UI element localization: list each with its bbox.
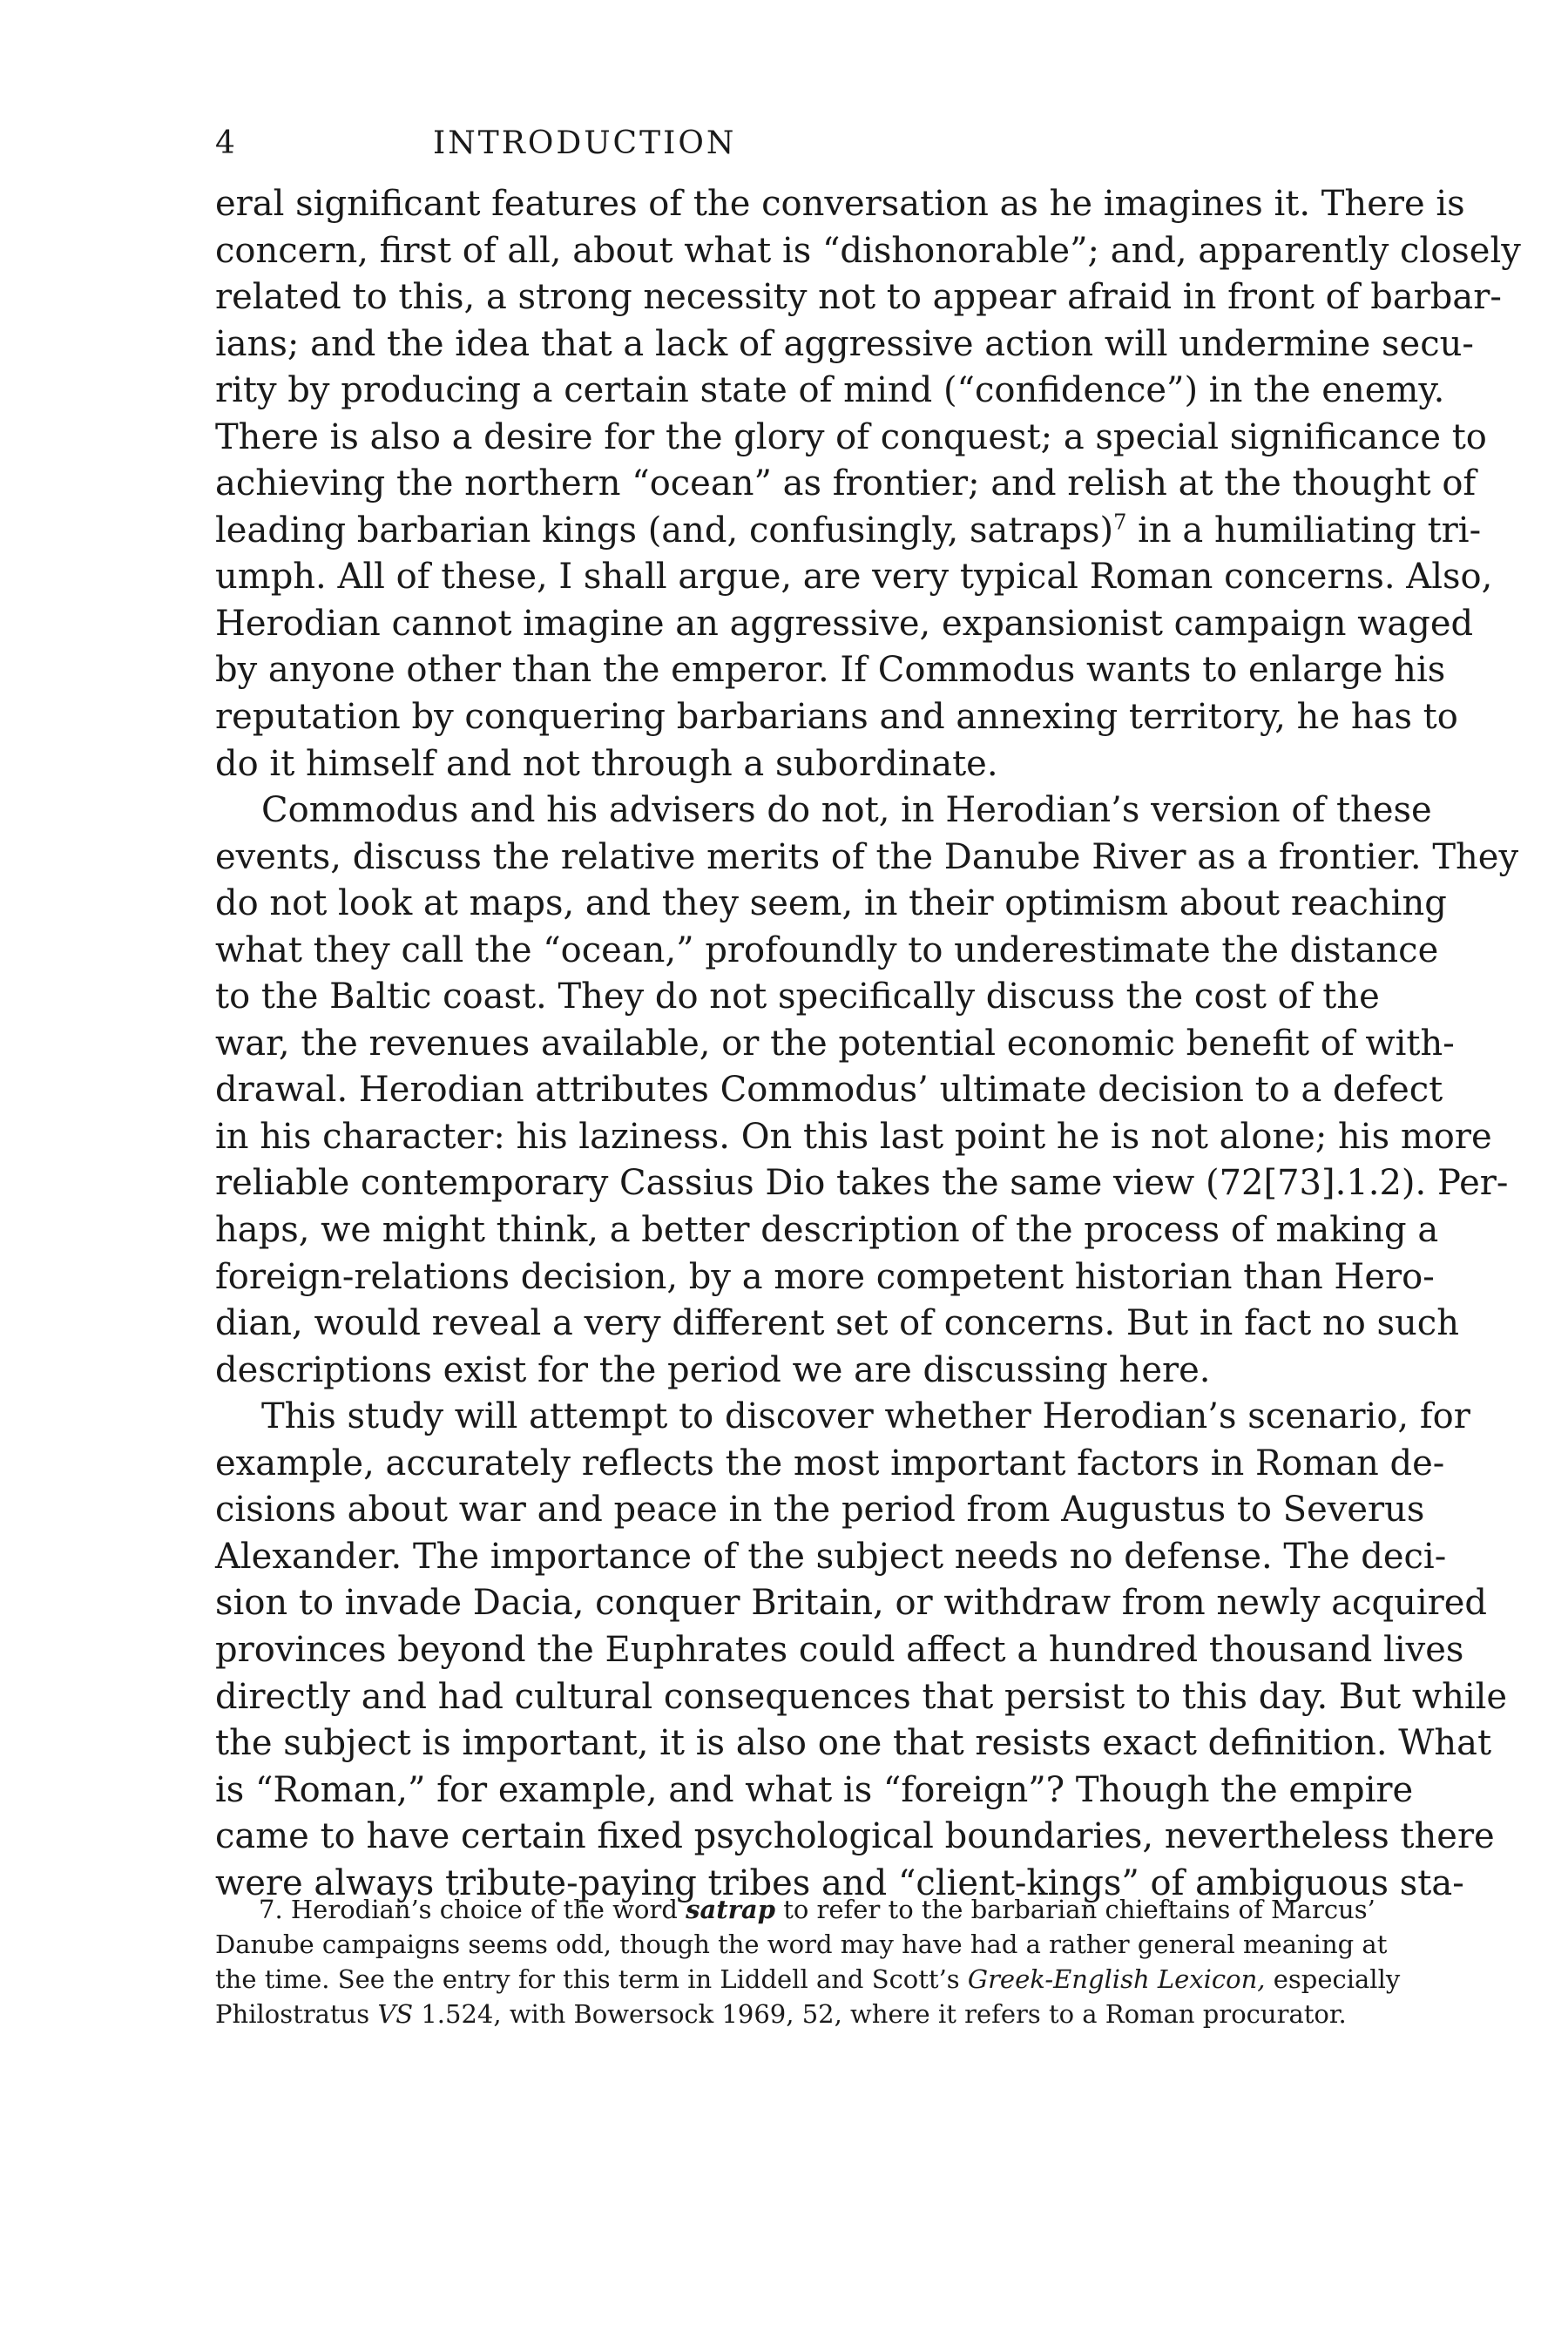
footnote-title: VS <box>377 1999 414 2029</box>
paragraph-start: This study will attempt to discover whether Herodian’s scenario, for <box>261 1396 1470 1437</box>
text-line: example, accurately reflects the most important factors in Roman de- <box>215 1443 1445 1484</box>
text-line: Alexander. The importance of the subject needs no defense. The deci- <box>215 1536 1447 1577</box>
footnote-fragment: Philostratus <box>215 1999 378 2029</box>
text-line: There is also a desire for the glory of conquest; a special significance to <box>215 416 1487 457</box>
text-line <box>215 508 1482 555</box>
text-line: rity by producing a certain state of mind (“confidence”) in the enemy. <box>215 370 1445 411</box>
footnote-fragment: the time. See the entry for this term in Liddell and Scott’s <box>215 1964 968 1994</box>
text-line: related to this, a strong necessity not to appear afraid in front of barbar- <box>215 277 1502 318</box>
text-line: haps, we might think, a better description of the process of making a <box>215 1210 1439 1251</box>
footnote-line <box>215 1892 1375 1927</box>
footnote-ref: 7 <box>1113 510 1127 535</box>
footnote-fragment: 7. Herodian’s choice of the word <box>259 1895 686 1924</box>
text-line: ians; and the idea that a lack of aggressive action will undermine secu- <box>215 323 1474 364</box>
text-line: the subject is important, it is also one that resists exact definition. What <box>215 1723 1492 1764</box>
text-fragment: leading barbarian kings (and, confusingly, satraps) <box>215 510 1114 551</box>
text-line: reputation by conquering barbarians and annexing territory, he has to <box>215 697 1458 738</box>
text-line: do not look at maps, and they seem, in their optimism about reaching <box>215 883 1447 924</box>
text-line: came to have certain fixed psychological boundaries, nevertheless there <box>215 1816 1495 1857</box>
footnotes <box>215 1892 1401 2031</box>
text-line: umph. All of these, I shall argue, are very typical Roman concerns. Also, <box>215 557 1493 598</box>
footnote-fragment: 1.524, with Bowersock 1969, 52, where it refers to a Roman procurator. <box>413 1999 1347 2029</box>
chapter-title: INTRODUCTION <box>433 125 737 161</box>
text-line: descriptions exist for the period we are discussing here. <box>215 1349 1211 1390</box>
text-line: to the Baltic coast. They do not specifically discuss the cost of the <box>215 977 1380 1017</box>
text-line: Herodian cannot imagine an aggressive, expansionist campaign waged <box>215 603 1474 644</box>
footnote-line <box>215 1997 1347 2031</box>
text-line: by anyone other than the emperor. If Commodus wants to enlarge his <box>215 650 1446 691</box>
paragraph-start: Commodus and his advisers do not, in Herodian’s version of these <box>261 790 1432 831</box>
text-line: eral significant features of the conversation as he imagines it. There is <box>215 184 1465 224</box>
text-line: cisions about war and peace in the period from Augustus to Severus <box>215 1490 1425 1531</box>
text-line: foreign-relations decision, by a more competent historian than Hero- <box>215 1256 1435 1297</box>
footnote-fragment: to refer to the barbarian chieftains of Marcus’ <box>774 1895 1375 1924</box>
text-line: events, discuss the relative merits of the Danube River as a frontier. They <box>215 836 1519 877</box>
body-text <box>215 181 1521 1907</box>
page-number: 4 <box>215 125 235 161</box>
text-fragment: in a humiliating tri- <box>1126 510 1482 551</box>
footnote-title: Greek-English Lexicon, <box>967 1964 1266 1994</box>
text-line: is “Roman,” for example, and what is “foreign”? Though the empire <box>215 1769 1414 1810</box>
text-line: what they call the “ocean,” profoundly to underestimate the distance <box>215 929 1439 970</box>
text-line: reliable contemporary Cassius Dio takes the same view (72[73].1.2). Per- <box>215 1163 1509 1204</box>
footnote-line: Danube campaigns seems odd, though the word may have had a rather general meaning at <box>215 1930 1388 1959</box>
footnote-line <box>215 1962 1401 1997</box>
footnote-fragment: especially <box>1265 1964 1401 1994</box>
running-head <box>215 122 1313 166</box>
text-line: achieving the northern “ocean” as frontier; and relish at the thought of <box>215 463 1477 504</box>
text-line: sion to invade Dacia, conquer Britain, or withdraw from newly acquired <box>215 1583 1488 1624</box>
text-line: drawal. Herodian attributes Commodus’ ultimate decision to a defect <box>215 1070 1443 1111</box>
text-line: concern, first of all, about what is “dishonorable”; and, apparently closely <box>215 230 1521 271</box>
text-line: in his character: his laziness. On this last point he is not alone; his more <box>215 1116 1492 1157</box>
text-line: provinces beyond the Euphrates could affect a hundred thousand lives <box>215 1629 1464 1670</box>
text-line: do it himself and not through a subordinate. <box>215 743 998 784</box>
text-line: war, the revenues available, or the potential economic benefit of with- <box>215 1023 1455 1064</box>
text-line: directly and had cultural consequences that persist to this day. But while <box>215 1676 1508 1717</box>
footnote-term: satrap <box>686 1895 775 1924</box>
text-line: dian, would reveal a very different set of concerns. But in fact no such <box>215 1303 1459 1344</box>
text-line: were always tribute-paying tribes and “client-kings” of ambiguous sta- <box>215 1862 1464 1903</box>
